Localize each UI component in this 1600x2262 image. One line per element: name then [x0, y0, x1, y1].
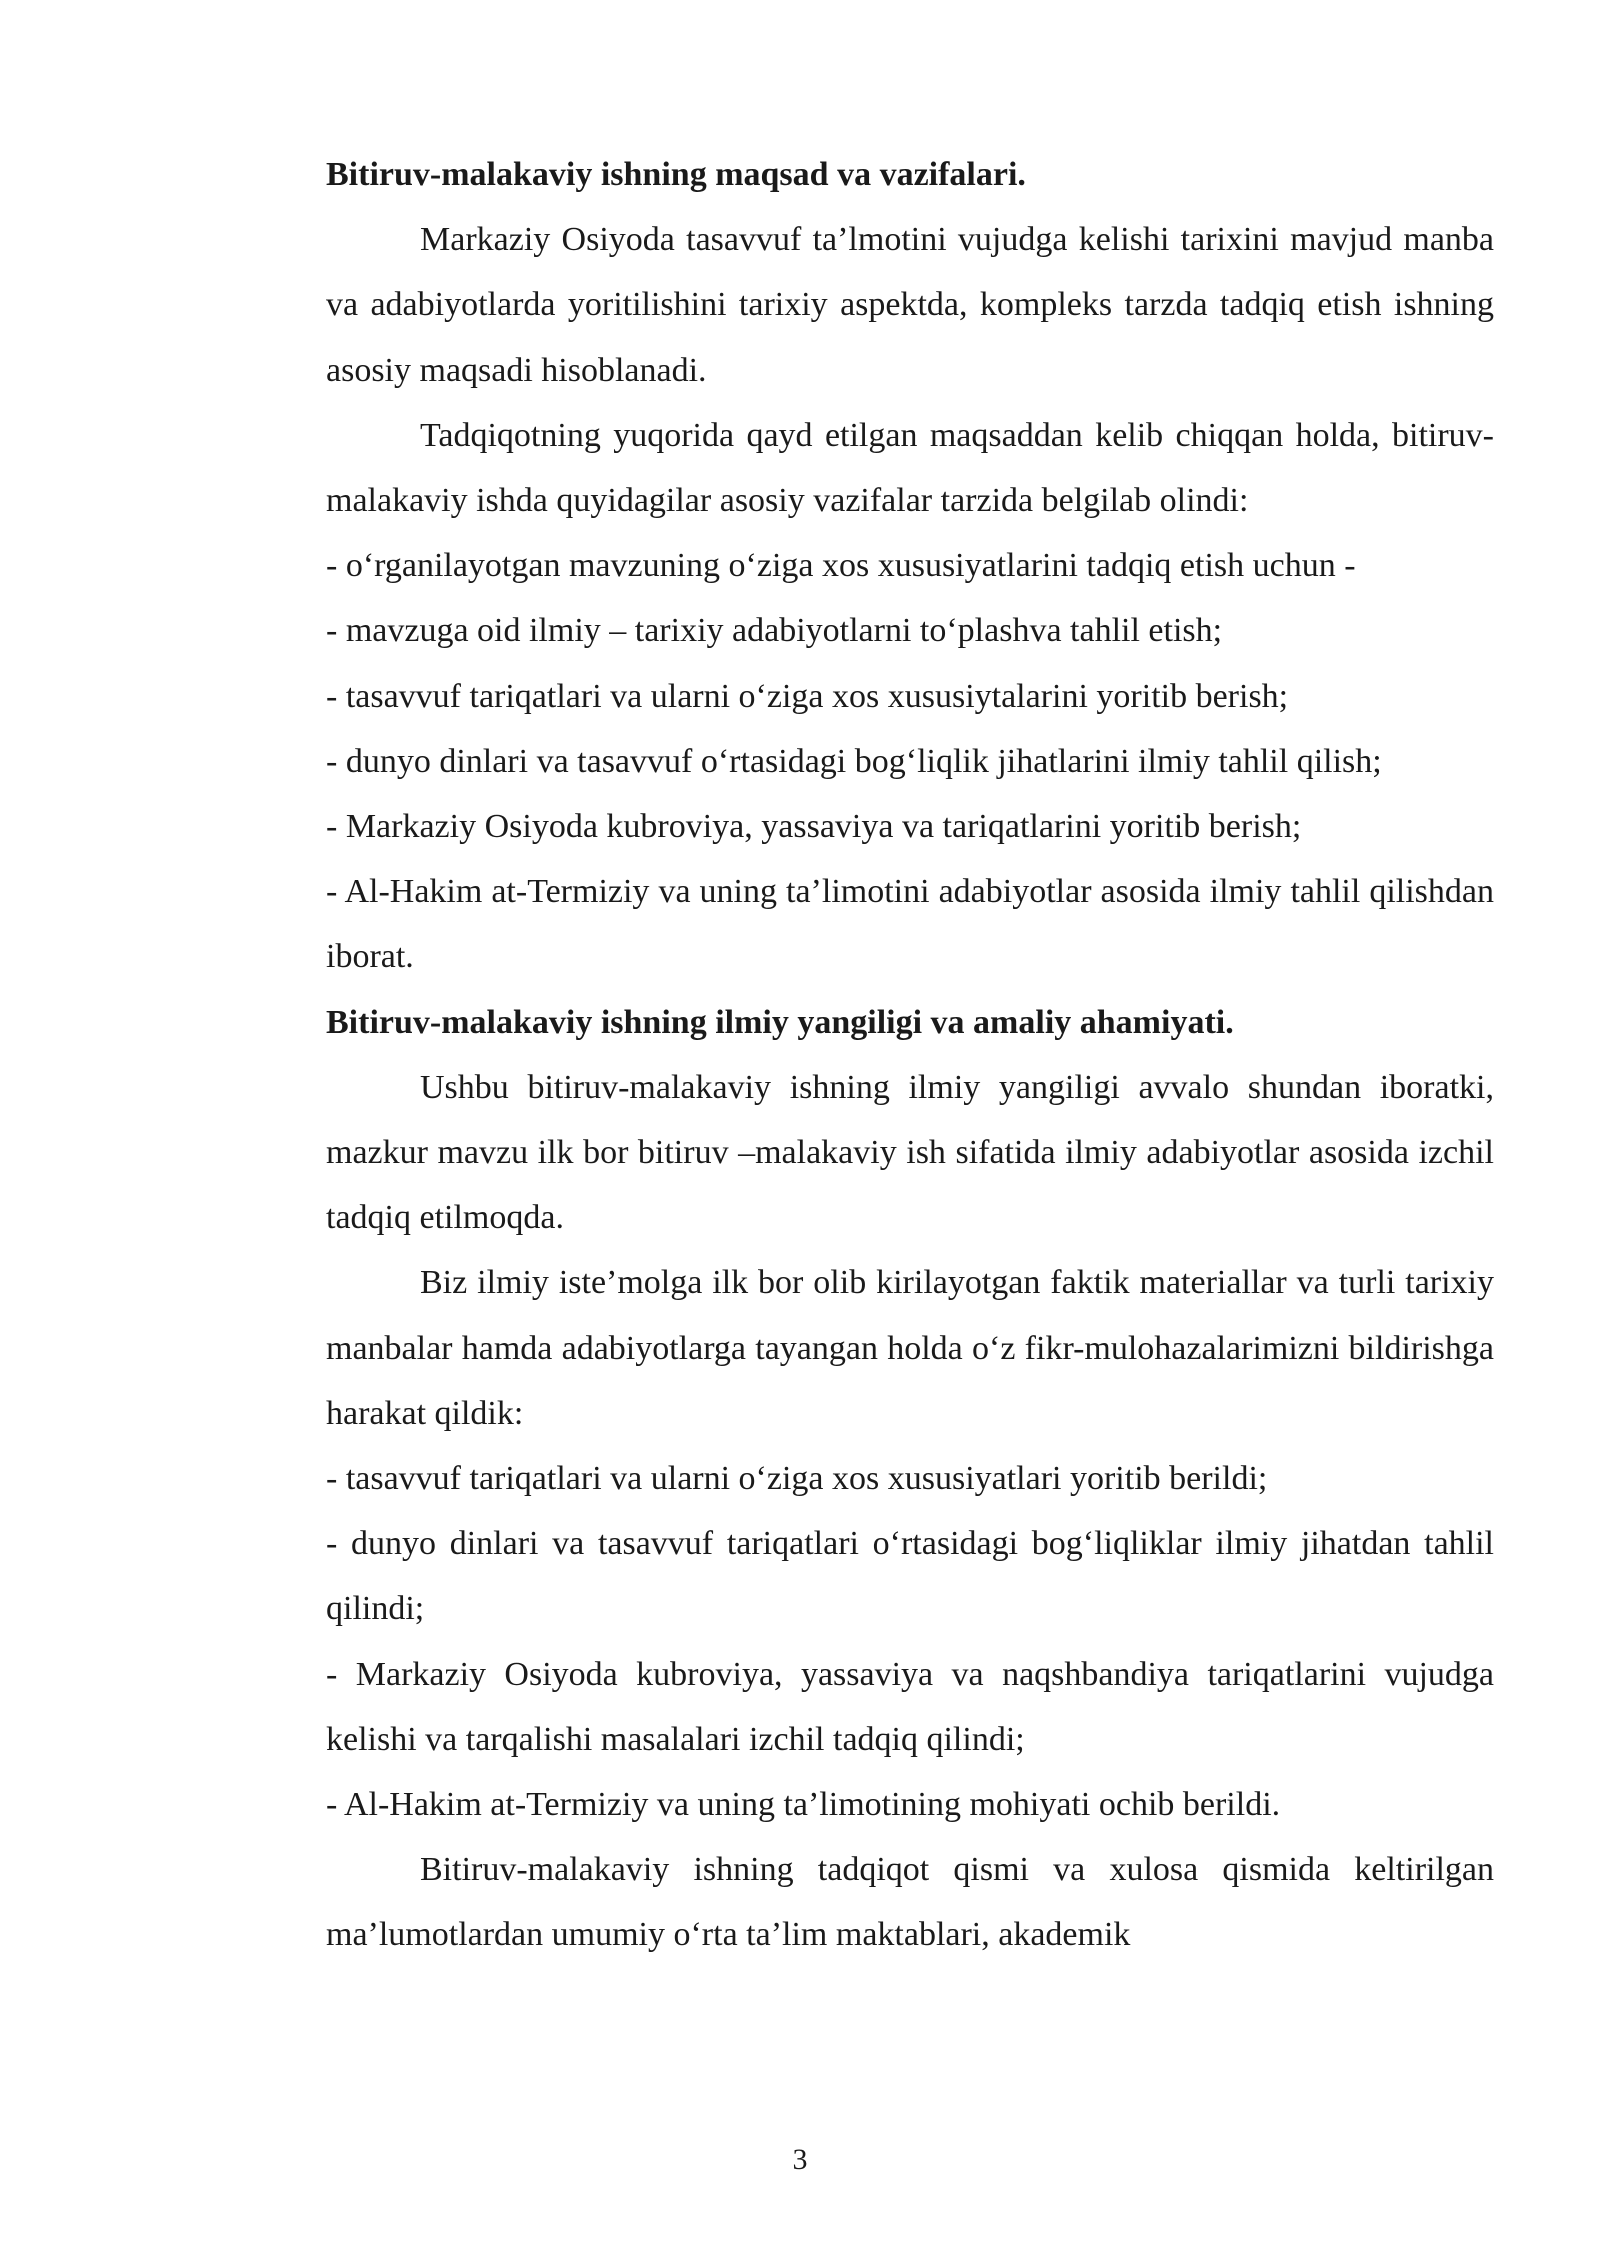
- list-item-task-5: - Markaziy Osiyoda kubroviya, yassaviya va tariqatlarini yoritib berish;: [326, 808, 1302, 846]
- list-item-result-1: - tasavvuf tariqatlari va ularni o‘ziga xos xususiyatlari yoritib berildi;: [326, 1460, 1268, 1498]
- section-heading-novelty: Bitiruv-malakaviy ishning ilmiy yangiligi va amaliy ahamiyati.: [326, 1003, 1234, 1041]
- list-item-task-2: - mavzuga oid ilmiy – tarixiy adabiyotlarni to‘plashva tahlil etish;: [326, 612, 1223, 650]
- list-item-result-2: - dunyo dinlari va tasavvuf tariqatlari o‘rtasidagi bog‘liqliklar ilmiy jihatdan tahlil qilindi;: [326, 1525, 1494, 1628]
- list-item-result-4: - Al-Hakim at-Termiziy va uning ta’limotining mohiyati ochib berildi.: [326, 1786, 1281, 1824]
- list-item-task-3: - tasavvuf tariqatlari va ularni o‘ziga xos xususiytalarini yoritib berish;: [326, 677, 1289, 715]
- list-item-task-6: - Al-Hakim at-Termiziy va uning ta’limotini adabiyotlar asosida ilmiy tahlil qilishdan iborat.: [326, 873, 1494, 976]
- list-item-task-4: - dunyo dinlari va tasavvuf o‘rtasidagi bog‘liqlik jihatlarini ilmiy tahlil qilish;: [326, 742, 1382, 780]
- paragraph-conclusion: Bitiruv-malakaviy ishning tadqiqot qismi va xulosa qismida keltirilgan ma’lumotlardan umumiy o‘rta ta’lim maktablari, akademik: [326, 1851, 1494, 1954]
- section-heading-goals: Bitiruv-malakaviy ishning maqsad va vazifalari.: [326, 156, 1026, 193]
- paragraph-goal: Markaziy Osiyoda tasavvuf ta’lmotini vujudga kelishi tarixini mavjud manba va adabiyotlarda yoritilishini tarixiy aspektda, kompleks tarzda tadqiq etish ishning asosiy maqsadi hisoblanadi.: [326, 221, 1494, 389]
- paragraph-novelty: Ushbu bitiruv-malakaviy ishning ilmiy yangiligi avvalo shundan iboratki, mazkur mavzu ilk bor bitiruv –malakaviy ish sifatida ilmiy adabiyotlar asosida izchil tadqiq etilmoqda.: [326, 1068, 1494, 1237]
- document-body: [326, 142, 1494, 1968]
- paragraph-tasks-intro: Tadqiqotning yuqorida qayd etilgan maqsaddan kelib chiqqan holda, bitiruv-malakaviy ishda quyidagilar asosiy vazifalar tarzida belgilab olindi:: [326, 416, 1494, 520]
- list-item-result-3: - Markaziy Osiyoda kubroviya, yassaviya va naqshbandiya tariqatlarini vujudga kelishi va tarqalishi masalalari izchil tadqiq qilindi;: [326, 1655, 1494, 1758]
- page-number: 3: [792, 2143, 808, 2176]
- paragraph-results-intro: Biz ilmiy iste’molga ilk bor olib kirilayotgan faktik materiallar va turli tarixiy manbalar hamda adabiyotlarga tayangan holda o‘z fikr-mulohazalarimizni bildirishga harakat qildik:: [326, 1264, 1494, 1432]
- list-item-task-1: - o‘rganilayotgan mavzuning o‘ziga xos xususiyatlarini tadqiq etish uchun -: [326, 547, 1356, 585]
